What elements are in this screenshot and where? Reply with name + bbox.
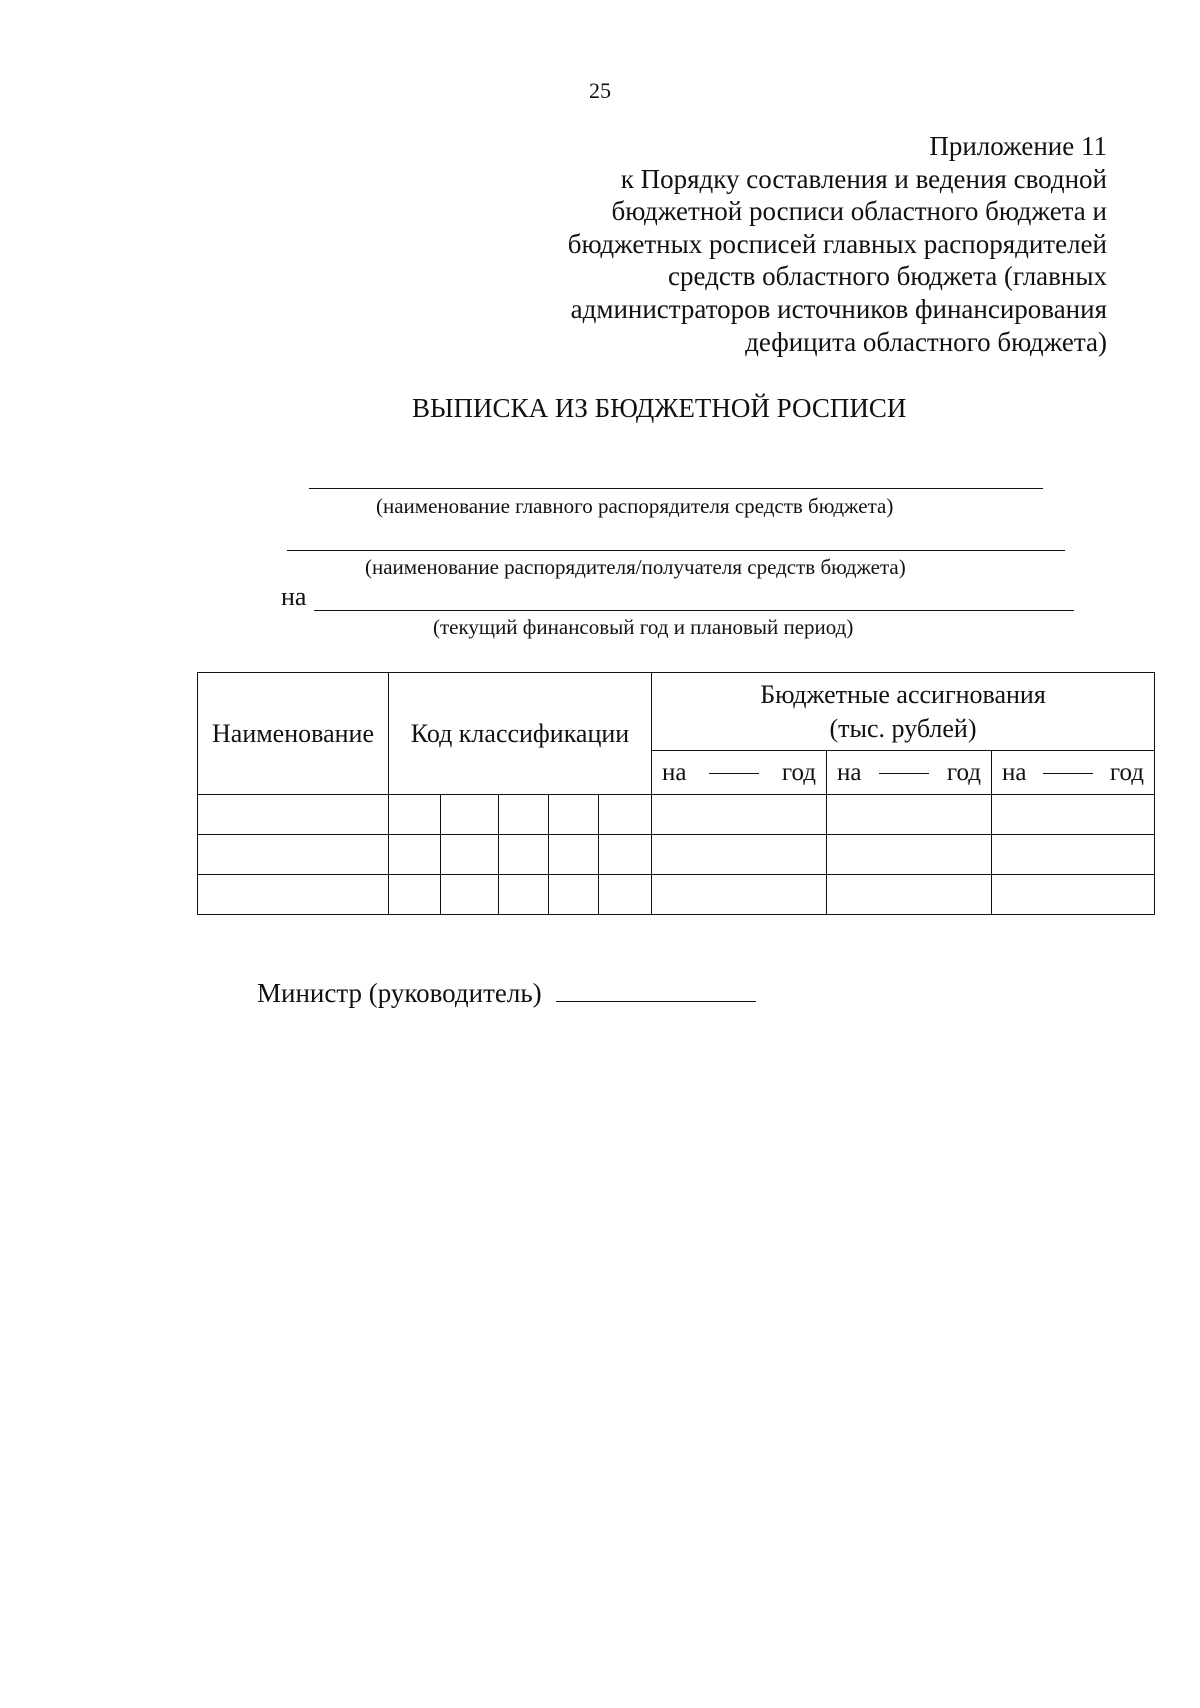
table-cell[interactable] [992, 795, 1155, 835]
table-cell[interactable] [652, 875, 827, 915]
manager-caption: (наименование распорядителя/получателя средств бюджета) [365, 555, 906, 579]
table-cell[interactable] [827, 835, 992, 875]
table-cell[interactable] [499, 875, 549, 915]
signature-line[interactable] [556, 977, 756, 1002]
year-prefix: на [837, 758, 862, 786]
table-cell[interactable] [652, 835, 827, 875]
period-prefix: на [281, 582, 307, 611]
table-cell[interactable] [599, 795, 652, 835]
table-cell[interactable] [441, 875, 499, 915]
table-cell[interactable] [441, 835, 499, 875]
table-cell[interactable] [198, 795, 389, 835]
table-cell[interactable] [389, 795, 441, 835]
period-caption: (текущий финансовый год и плановый период) [433, 615, 854, 639]
manager-fill-line[interactable] [287, 550, 1065, 551]
year-prefix: на [662, 758, 687, 786]
table-cell[interactable] [827, 795, 992, 835]
header-year-1 [652, 751, 827, 795]
signature-label: Министр (руководитель) [257, 978, 542, 1008]
main-manager-fill-line[interactable] [309, 488, 1043, 489]
header-budget-allocations [652, 673, 1155, 751]
appendix-line: дефицита областного бюджета) [745, 326, 1107, 357]
table-row [198, 795, 1155, 835]
table-cell[interactable] [827, 875, 992, 915]
appendix-line: Приложение 11 [929, 131, 1107, 161]
document-title: ВЫПИСКА ИЗ БЮДЖЕТНОЙ РОСПИСИ [412, 393, 907, 423]
year-suffix: год [946, 758, 981, 786]
year-prefix: на [1002, 758, 1027, 786]
appendix-line: к Порядку составления и ведения сводной [620, 163, 1107, 194]
page-number: 25 [589, 78, 611, 103]
main-manager-caption: (наименование главного распорядителя средств бюджета) [376, 494, 894, 518]
period-fill-line[interactable] [314, 610, 1074, 611]
header-name: Наименование [198, 673, 389, 795]
table-cell[interactable] [441, 795, 499, 835]
table-cell[interactable] [499, 835, 549, 875]
header-budget-title: Бюджетные ассигнования [760, 679, 1046, 709]
table-cell[interactable] [499, 795, 549, 835]
header-year-3 [992, 751, 1155, 795]
appendix-line: бюджетной росписи областного бюджета и [611, 196, 1107, 227]
appendix-line: администраторов источников финансирования [570, 293, 1107, 324]
table-cell[interactable] [652, 795, 827, 835]
budget-table [197, 672, 1155, 915]
header-year-2 [827, 751, 992, 795]
table-row [198, 835, 1155, 875]
table-cell[interactable] [198, 835, 389, 875]
table-row [198, 875, 1155, 915]
header-budget-unit: (тыс. рублей) [829, 713, 977, 743]
table-cell[interactable] [198, 875, 389, 915]
table-cell[interactable] [599, 835, 652, 875]
year-suffix: год [1109, 758, 1144, 786]
table-cell[interactable] [992, 875, 1155, 915]
table-cell[interactable] [599, 875, 652, 915]
appendix-line: средств областного бюджета (главных [668, 261, 1107, 292]
year-blank[interactable] [709, 773, 759, 774]
table-cell[interactable] [549, 835, 599, 875]
appendix-line: бюджетных росписей главных распорядителей [567, 228, 1107, 259]
header-classification-code: Код классификации [389, 673, 652, 795]
table-cell[interactable] [549, 875, 599, 915]
year-suffix: год [781, 758, 816, 786]
table-cell[interactable] [992, 835, 1155, 875]
appendix-header [467, 130, 1107, 358]
table-cell[interactable] [389, 875, 441, 915]
table-cell[interactable] [549, 795, 599, 835]
table-cell[interactable] [389, 835, 441, 875]
year-blank[interactable] [1043, 773, 1093, 774]
signature-block [257, 977, 756, 1009]
year-blank[interactable] [879, 773, 929, 774]
